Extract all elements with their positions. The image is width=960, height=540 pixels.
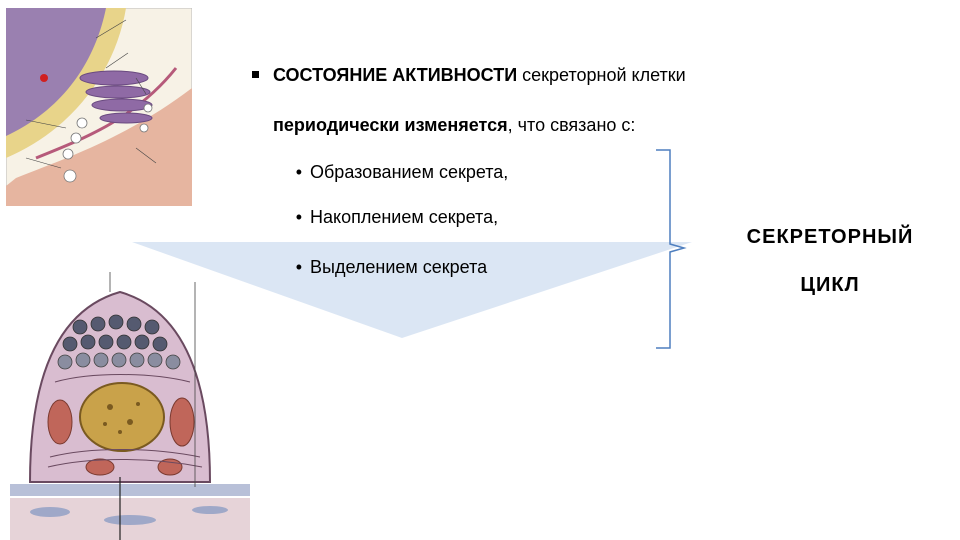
list-item-text: Образованием секрета, [310, 162, 509, 182]
statement-bold-1: СОСТОЯНИЕ АКТИВНОСТИ [273, 65, 518, 85]
statement-line-1 [252, 64, 686, 86]
statement-rest-1: секреторной клетки [517, 65, 686, 85]
list-item [272, 250, 528, 284]
statement-line-2 [273, 114, 635, 136]
statement-bold-2: периодически изменяется [273, 115, 508, 135]
result-line-1: СЕКРЕТОРНЫЙ [746, 226, 914, 248]
bullet-dot: • [295, 207, 302, 227]
statement-rest-2: , что связано с: [507, 115, 636, 135]
right-brace-icon [652, 148, 692, 352]
list-item-text: Выделением секрета [310, 257, 488, 277]
secretory-cell-diagram-bottom [10, 272, 250, 540]
list-item-text: Накоплением секрета, [310, 207, 499, 227]
square-bullet-icon [252, 71, 259, 78]
list-item [272, 155, 528, 189]
bullet-dot: • [295, 162, 302, 182]
bullet-dot: • [295, 257, 302, 277]
list-item [272, 200, 528, 234]
result-line-2: ЦИКЛ [800, 274, 860, 296]
